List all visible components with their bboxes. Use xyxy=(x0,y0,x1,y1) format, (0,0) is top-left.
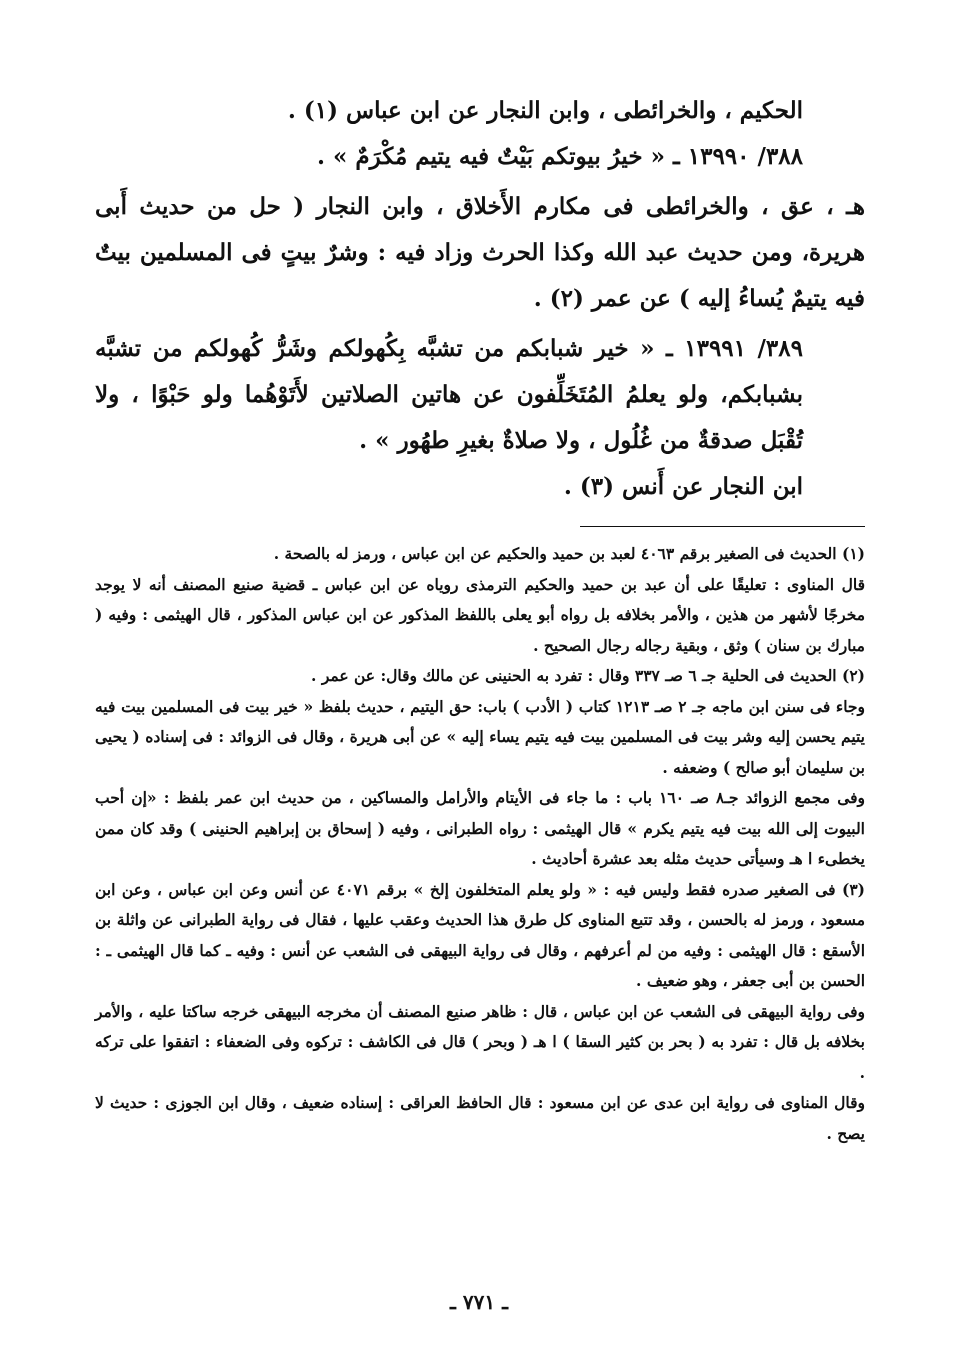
footnote-3-bayhaqi: وفى رواية البيهقى فى الشعب عن ابن عباس ، قال : ظاهر صنيع المصنف أن مخرجه البيهقى خرجه ساكتا عليه ، والأمر بخلافه بل قال : تفرد به ( بحر بن كثير السقا ) ا هـ ( وبحر ) قال فى الكاشف : تركوه وفى الضعفاء : اتفقوا على تركه . xyxy=(95,1001,865,1082)
footnote-1-commentary: قال المناوى : تعليقًا على أن عبد بن حميد والحكيم الترمذى روياه عن ابن عباس ـ قضية صنيع المصنف أنه لا يوجد مخرجًا لأشهر من هذين ، والأمر بخلافه بل رواه أبو يعلى باللفظ المذكور عن ابن عباس المذكور ، قال الهيثمى : وفيه ( مبارك بن سنان ) وثق ، وبقية رجاله رجال الصحيح . xyxy=(95,574,865,655)
hadith-389-source: ابن النجار عن أَنس (٣) . xyxy=(563,473,803,500)
footnote-1: (١) الحديث فى الصغير برقم ٤٠٦٣ لعبد بن حميد والحكيم عن ابن عباس ، ورمز له بالصحة . xyxy=(273,544,865,563)
page-number: ـ ٧٧١ ـ xyxy=(450,1290,508,1314)
footnote-2-ibn-majah: وجاء فى سنن ابن ماجه جـ ٢ صـ ١٢١٣ كتاب ( الأدب ) باب: حق اليتيم ، حديث بلفظ « خير بيت فى المسلمين بيت فيه يتيم يحسن إليه وشر بيت فى المسلمين بيت فيه يتيم يساء إليه » عن أبى هريرة ، وقال فى الزوائد : فى إسناده ( يحيى بن سليمان أبو صالح ) وضعفه . xyxy=(95,696,865,777)
main-text xyxy=(95,88,865,510)
footnote-2-majma: وفى مجمع الزوائد جـ٨ صـ ١٦٠ باب : ما جاء فى الأيتام والأرامل والمساكين ، من حديث ابن عمر بلفظ : «إن أحب البيوت إلى الله بيت فيه يتيم يكرم » قال الهيثمى : رواه الطبرانى ، وفيه ( إسحاق بن إبراهيم الحنينى ) وقد كان ممن يخطىء ا هـ وسيأتى حديث مثله بعد عشرة أحاديث . xyxy=(95,788,866,868)
footnotes xyxy=(95,539,865,1149)
page-content xyxy=(95,88,865,1149)
main-line-1: الحكيم ، والخرائطى ، وابن النجار عن ابن عباس (١) . xyxy=(287,97,803,124)
footnote-2: (٢) الحديث فى الحلية جـ ٦ صـ ٣٣٧ وقال : تفرد به الحنينى عن مالك وقال: عن عمر . xyxy=(311,666,865,685)
footnote-3-ibn-adi: وقال المناوى فى رواية ابن عدى عن ابن مسعود : قال الحافظ العراقى : إسناده ضعيف ، وقال ابن الجوزى : حديث لا يصح . xyxy=(95,1093,865,1143)
footnote-separator xyxy=(580,526,865,527)
hadith-388: ٣٨٨/ ١٣٩٩٠ ـ « خيرُ بيوتكم بَيْتٌ فيه يتيم مُكْرَمٌ » . xyxy=(316,143,803,170)
hadith-389: ٣٨٩/ ١٣٩٩١ ـ « خير شبابكم من تشبَّه بِكُهولكم وشَرُّ كُهولكم من تشبَّه بشبابكم، ولو يعلمُ المُتَخَلِّفون عن هاتين الصلاتين لأَتَوْهُما ولو حَبْوًا ، ولا تُقْبَل صدقةٌ من غُلُول ، ولا صلاةٌ بغيرِ طهُور » . xyxy=(95,335,803,454)
footnote-3: (٣) فى الصغير صدره فقط وليس فيه : « ولو يعلم المتخلفون إلخ » برقم ٤٠٧١ عن أنس وعن ابن عباس ، وعن ابن مسعود ، ورمز له بالحسن ، وقد تتبع المناوى كل طرق هذا الحديث وعقب عليها ، فقال فى رواية الطبرانى عن واثلة بن الأسقع : قال الهيثمى : وفيه من لم أعرفهم ، وقال فى رواية البيهقى فى الشعب عن أنس : وفيه ـ كما قال الهيثمى ـ : الحسن بن أبى جعفر ، وهو ضعيف . xyxy=(95,879,866,990)
hadith-388-sources: هـ ، عق ، والخرائطى فى مكارم الأَخلاق ، وابن النجار ( حل من حديث أَبى هريرة، ومن حديث عبد الله وكذا الحرث وزاد فيه : وشرٌ بيتٍ فى المسلمين بيتٌ فيه يتيمٌ يُساءُ إليه ) عن عمر (٢) . xyxy=(95,193,865,312)
